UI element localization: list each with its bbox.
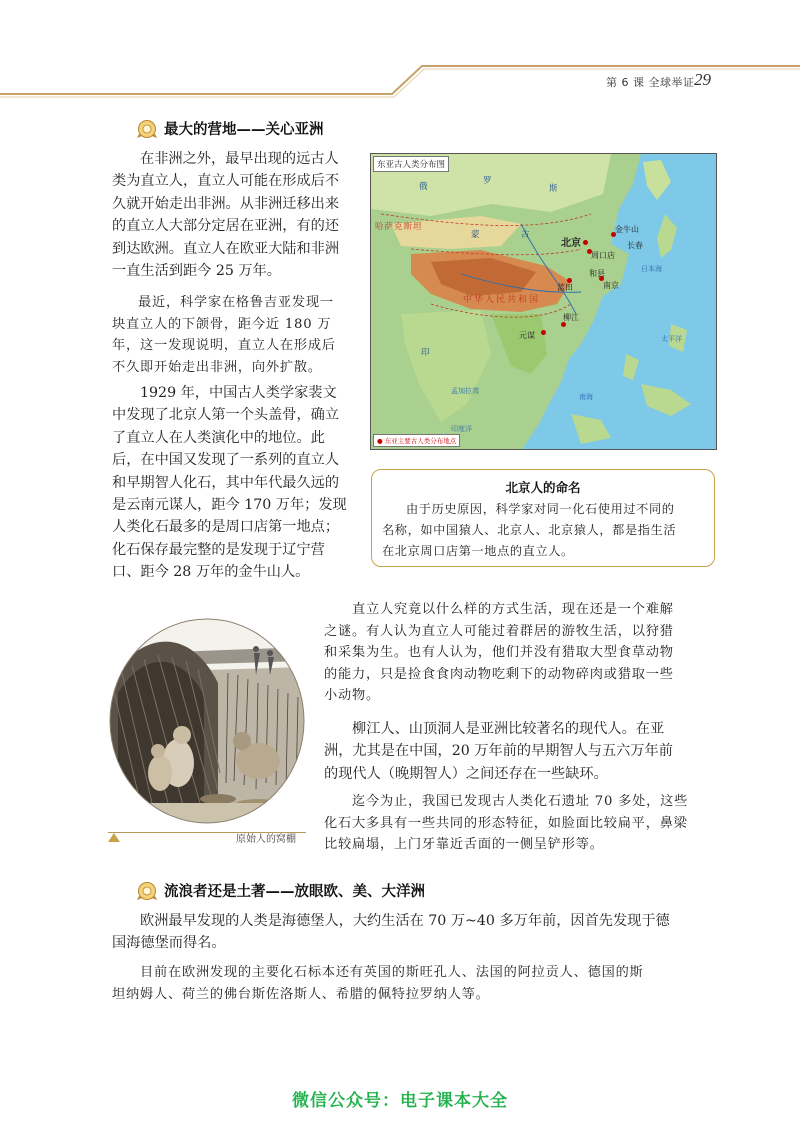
label-liujiang: 柳江	[563, 313, 579, 322]
label-russia-3: 斯	[549, 184, 564, 194]
text-line: 是云南元谋人，距今 170 万年；发现	[112, 497, 347, 514]
caption-triangle-icon	[108, 833, 120, 842]
footer-watermark: 微信公众号：电子课本大全	[292, 1091, 508, 1111]
label-yuanmou: 元谋	[519, 331, 535, 340]
section-title-europe	[136, 880, 425, 901]
label-lantian: 蓝田	[557, 283, 573, 292]
text-line: 化石大多具有一些共同的形态特征，如脸面比较扁平，鼻梁	[324, 815, 688, 831]
map-title: 东亚古人类分布图	[373, 156, 449, 172]
label-zhoukoudian: 周口店	[591, 251, 615, 260]
paragraph-georgia	[112, 292, 366, 378]
text-line: 块直立人的下颌骨，距今近 180 万	[112, 316, 332, 332]
label-indian-ocean: 印度洋	[451, 425, 472, 433]
page-number: 29	[694, 70, 711, 89]
label-changchun: 长春	[627, 241, 643, 250]
site-marker	[583, 240, 588, 245]
east-asia-hominid-map	[370, 153, 717, 450]
bookmark-emblem-icon	[136, 881, 158, 901]
label-nanjing: 南京	[603, 281, 619, 290]
text-line: 人类化石最多的是周口店第一地点；	[112, 519, 340, 536]
text-line: 不久即开始走出非洲，向外扩散。	[112, 359, 322, 375]
text-line: 的直立人大部分定居在亚洲，有的还	[112, 218, 340, 235]
primitive-shelter-illustration	[108, 613, 306, 825]
text-line: 名称，如中国猿人、北京人、北京猿人，都是指生活	[382, 523, 677, 537]
text-line: 由于历史原因，科学家对同一化石使用过不同的	[406, 502, 675, 516]
label-bay-of-bengal: 孟加拉湾	[451, 387, 479, 395]
lesson-header: 第 6 课 全球举证	[606, 76, 695, 89]
text-line: 一直生活到距今 25 万年。	[112, 263, 281, 280]
text-line: 小动物。	[324, 688, 380, 703]
text-line: 欧洲最早发现的人类是海德堡人，大约生活在 70 万~40 多万年前，因首先发现于德	[140, 913, 670, 929]
text-line: 目前在欧洲发现的主要化石标本还有英国的斯旺孔人、法国的阿拉贡人、德国的斯	[140, 965, 644, 980]
text-line: 直立人究竟以什么样的方式生活，现在还是一个难解	[352, 602, 674, 617]
label-sea-of-japan: 日本海	[641, 265, 662, 273]
text-line: 口、距今 28 万年的金牛山人。	[112, 564, 310, 581]
text-line: 久就开始走出非洲。从非洲迁移出来	[112, 195, 340, 212]
label-mongolia-1: 蒙	[471, 230, 486, 240]
text-line: 坦纳姆人、荷兰的佛台斯佐洛斯人、希腊的佩特拉罗纳人等。	[112, 986, 490, 1002]
map-legend: ● 东亚主要古人类分布地点	[373, 434, 460, 447]
label-russia-1: 俄	[419, 182, 434, 192]
text-line: 年，这一发现说明，直立人在形成后	[112, 338, 336, 353]
section-title-text: 流浪者还是土著——放眼欧、美、大洋洲	[164, 884, 425, 900]
label-india: 印	[421, 348, 436, 358]
text-line: 洲，尤其是在中国，20 万年前的早期智人与五六万年前	[324, 743, 673, 760]
paragraph-heidelberg	[112, 910, 724, 955]
text-line: 比较扁塌，上门牙靠近舌面的一侧呈铲形等。	[324, 837, 604, 852]
text-line: 化石保存最完整的是发现于辽宁营	[112, 541, 325, 558]
text-line: 的现代人（晚期智人）之间还存在一些缺环。	[324, 765, 608, 782]
info-box-title: 北京人的命名	[505, 480, 581, 495]
site-marker	[541, 330, 546, 335]
text-line: 之谜。有人认为直立人可能过着群居的游牧生活，以狩猎	[324, 623, 674, 639]
text-line: 的能力，只是捡食食肉动物吃剩下的动物碎肉或猎取一些	[324, 666, 674, 682]
label-south-china-sea: 南海	[579, 393, 593, 401]
label-beijing: 北京	[561, 238, 581, 249]
text-line: 最近，科学家在格鲁吉亚发现一	[138, 295, 334, 310]
text-line: 在非洲之外，最早出现的远古人	[140, 151, 339, 167]
map-terrain	[371, 154, 717, 450]
label-china: 中华人民共和国	[463, 295, 541, 305]
paragraph-modern-humans	[324, 718, 724, 785]
text-line: 中发现了北京人第一个头盖骨，确立	[112, 407, 340, 424]
text-line: 后，在中国又发现了一系列的直立人	[112, 452, 340, 469]
label-russia-2: 罗	[483, 176, 498, 186]
label-mongolia-2: 古	[521, 230, 536, 240]
illustration-caption: 原始人的窝棚	[236, 834, 296, 845]
text-line: 到达欧洲。直立人在欧亚大陆和非洲	[112, 240, 340, 257]
section-title-asia	[136, 118, 324, 139]
text-line: 迄今为止，我国已发现古人类化石遗址 70 多处，这些	[352, 794, 689, 809]
label-pacific: 太平洋	[661, 335, 682, 343]
paragraph-lifestyle	[324, 599, 724, 707]
info-box-peking-man-naming	[371, 469, 715, 567]
text-line: 1929 年，中国古人类学家裴文	[140, 385, 337, 401]
text-line: 在北京周口店第一地点的直立人。	[382, 544, 574, 558]
label-kazakhstan: 哈萨克斯坦	[375, 222, 423, 232]
section-title-text: 最大的营地——关心亚洲	[164, 122, 324, 138]
text-line: 国海德堡而得名。	[112, 935, 226, 952]
text-line: 类为直立人，直立人可能在形成后不	[112, 173, 340, 190]
paragraph-peking-man	[112, 382, 366, 584]
label-hexian: 和县	[589, 269, 605, 278]
text-line: 和采集为生。也有人认为，他们并没有猎取大型食草动物	[324, 645, 674, 660]
text-line: 和早期智人化石，其中年代最久远的	[112, 474, 340, 491]
paragraph-homo-erectus	[112, 148, 366, 282]
paragraph-europe-fossils	[112, 962, 724, 1005]
bookmark-emblem-icon	[136, 119, 158, 139]
paragraph-fossil-sites	[324, 791, 724, 856]
text-line: 柳江人、山顶洞人是亚洲比较著名的现代人。在亚	[352, 721, 665, 737]
text-line: 了直立人在人类演化中的地位。此	[112, 429, 325, 446]
info-box-body	[382, 499, 706, 562]
label-jinniushan: 金牛山	[615, 225, 639, 234]
